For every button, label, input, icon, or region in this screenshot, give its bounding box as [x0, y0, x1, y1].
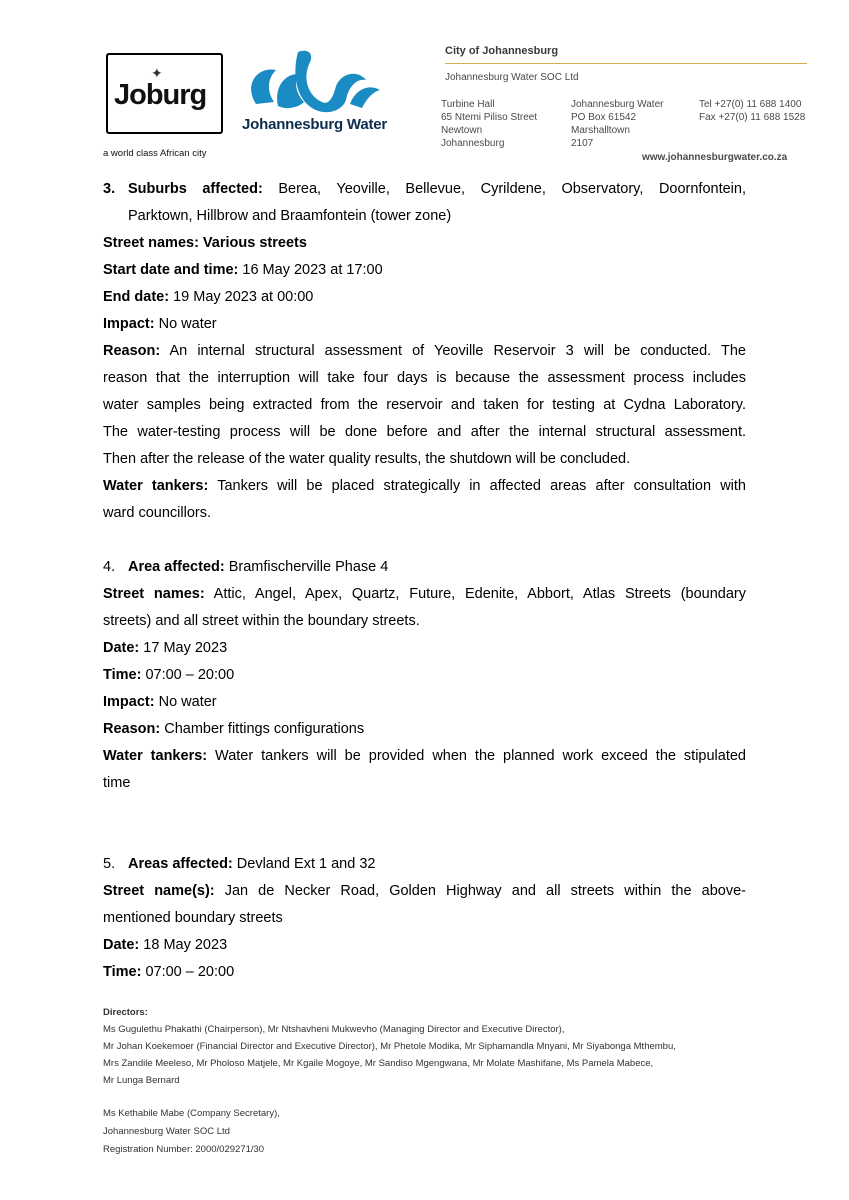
item-line: Street names: Attic, Angel, Apex, Quartz, Future, Edenite, Abbort, Atlas Streets (boundary: [103, 586, 746, 602]
item-line: reason that the interruption will take four days is because the assessment process includes: [103, 370, 746, 386]
item-line: Areas affected: Devland Ext 1 and 32: [128, 856, 376, 872]
item-line: Impact: No water: [103, 316, 217, 332]
registration-number: Registration Number: 2000/029271/30: [103, 1144, 265, 1155]
item-line: End date: 19 May 2023 at 00:00: [103, 289, 314, 305]
address-line: Marshalltown: [571, 125, 630, 136]
address-line: 65 Ntemi Piliso Street: [441, 112, 538, 123]
address-line: Turbine Hall: [441, 99, 495, 110]
item-line: Suburbs affected: Berea, Yeoville, Bellevue, Cyrildene, Observatory, Doornfontein,: [128, 181, 746, 197]
address-line: Johannesburg: [441, 138, 505, 149]
company-secretary: Ms Kethabile Mabe (Company Secretary),: [103, 1108, 280, 1119]
item-line: Reason: An internal structural assessment of Yeoville Reservoir 3 will be conducted. The: [103, 343, 746, 359]
item-line: streets) and all street within the boundary streets.: [103, 613, 420, 629]
item-number: 4.: [103, 559, 116, 575]
header-divider: [445, 63, 807, 64]
directors-line: Ms Gugulethu Phakathi (Chairperson), Mr Ntshavheni Mukwevho (Managing Director and Executive Director),: [103, 1024, 565, 1035]
star-icon: ✦: [151, 65, 163, 81]
item-line: Street names: Various streets: [103, 235, 307, 251]
item-line: time: [103, 775, 131, 791]
item-line: Date: 17 May 2023: [103, 640, 228, 656]
item-line: Impact: No water: [103, 694, 217, 710]
item-line: Time: 07:00 – 20:00: [103, 964, 235, 980]
directors-line: Mr Lunga Bernard: [103, 1075, 180, 1086]
item-line: mentioned boundary streets: [103, 910, 283, 926]
item-line: Water tankers: Tankers will be placed strategically in affected areas after consultation with: [103, 478, 746, 494]
item-line: Area affected: Bramfischerville Phase 4: [128, 559, 389, 575]
telephone: Tel +27(0) 11 688 1400: [699, 99, 802, 110]
address-line: 2107: [571, 138, 594, 149]
company-legal-name: Johannesburg Water SOC Ltd: [103, 1126, 230, 1137]
directors-heading: Directors:: [103, 1007, 148, 1018]
joburg-tagline: a world class African city: [103, 148, 207, 159]
address-line: Johannesburg Water: [571, 99, 664, 110]
item-line: Parktown, Hillbrow and Braamfontein (tower zone): [128, 208, 452, 224]
item-number: 3.: [103, 181, 116, 197]
city-name: City of Johannesburg: [445, 45, 559, 57]
item-line: Reason: Chamber fittings configurations: [103, 721, 365, 737]
address-line: PO Box 61542: [571, 112, 637, 123]
fax: Fax +27(0) 11 688 1528: [699, 112, 806, 123]
item-line: water samples being extracted from the reservoir and taken for testing at Cydna Laboratory.: [103, 397, 746, 413]
postal-address: [571, 98, 663, 150]
address-line: Newtown: [441, 125, 483, 136]
item-line: Time: 07:00 – 20:00: [103, 667, 235, 683]
company-name: Johannesburg Water SOC Ltd: [445, 72, 579, 83]
physical-address: [441, 98, 537, 150]
item-line: ward councillors.: [103, 505, 211, 521]
johannesburg-water-logo-name: Johannesburg Water: [242, 116, 388, 133]
item-line: Start date and time: 16 May 2023 at 17:00: [103, 262, 383, 278]
item-line: Then after the release of the water quality results, the shutdown will be concluded.: [103, 451, 631, 467]
joburg-logo-text: Joburg: [114, 79, 207, 111]
contact-numbers: [699, 98, 805, 124]
item-line: Water tankers: Water tankers will be provided when the planned work exceed the stipulated: [103, 748, 746, 764]
website-link[interactable]: www.johannesburgwater.co.za: [642, 152, 788, 163]
directors-line: Mr Johan Koekemoer (Financial Director and Executive Director), Mr Phetole Modika, Mr Siphamandla Mnyani, Mr Siyabonga Mthembu,: [103, 1041, 676, 1052]
item-line: Street name(s): Jan de Necker Road, Golden Highway and all streets within the above-: [103, 883, 746, 899]
item-line: The water-testing process will be done before and after the internal structural assessment.: [103, 424, 746, 440]
directors-line: Mrs Zandile Meeleso, Mr Pholoso Matjele, Mr Kgaile Mogoye, Mr Sandiso Mgengwana, Mr Molate Mashifane, Ms Pamela Mabece,: [103, 1058, 654, 1069]
joburg-logo: [106, 53, 223, 134]
item-number: 5.: [103, 856, 116, 872]
item-line: Date: 18 May 2023: [103, 937, 228, 953]
